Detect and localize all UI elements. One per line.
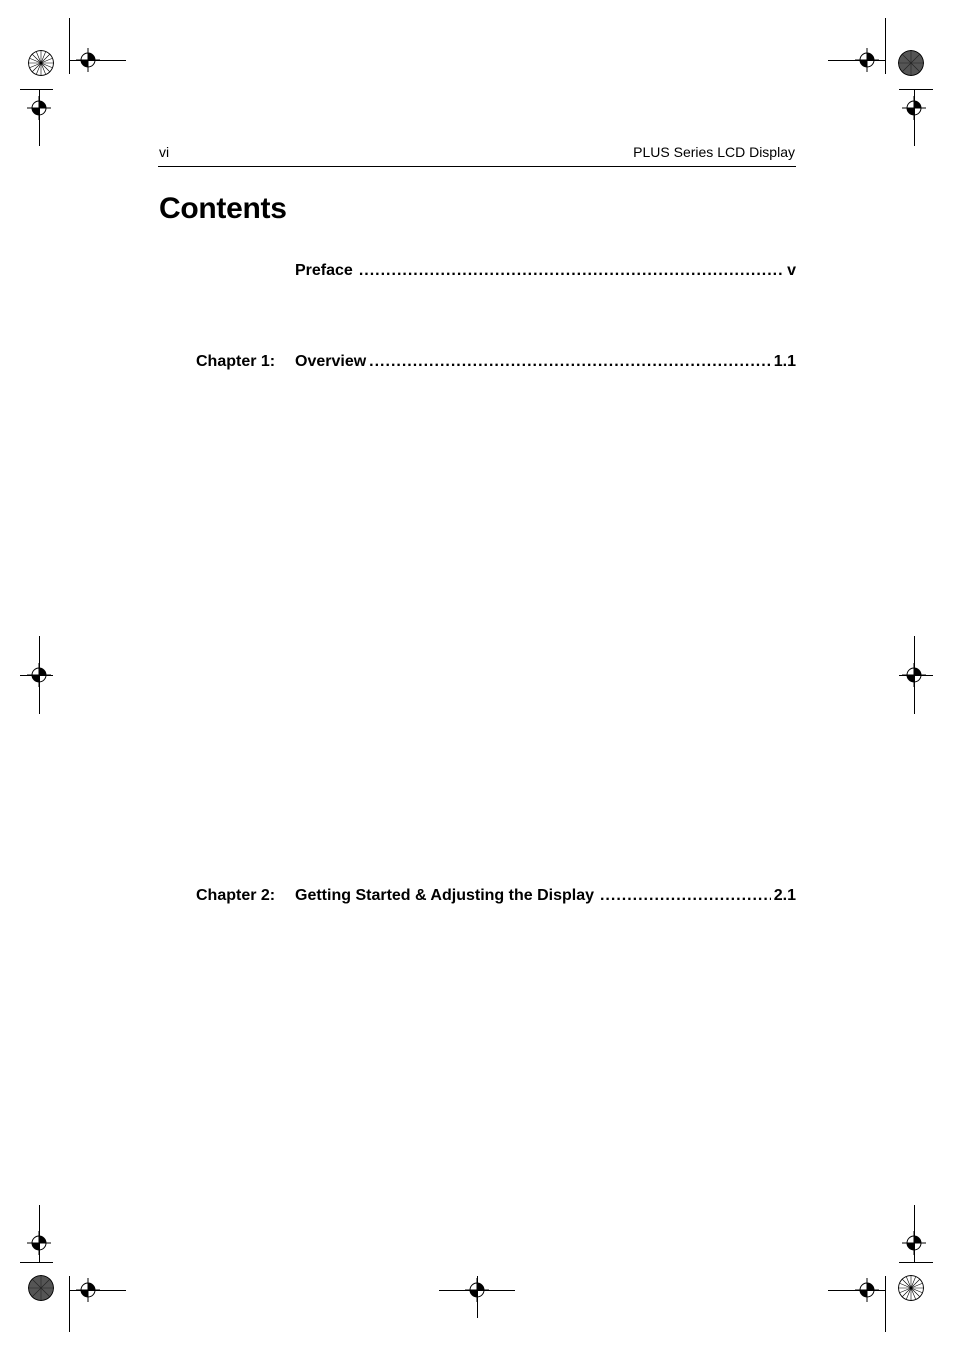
page-title: Contents: [159, 192, 287, 225]
registration-target-icon: [855, 1278, 879, 1302]
running-header: [158, 142, 796, 167]
dot-leader: [359, 262, 784, 280]
toc-title: Overview: [295, 353, 367, 370]
registration-target-icon: [902, 663, 926, 687]
color-bar-starburst-icon: [28, 1275, 54, 1301]
registration-target-icon: [27, 1231, 51, 1255]
dot-leader: [600, 887, 771, 905]
registration-target-icon: [27, 663, 51, 687]
registration-target-icon: [76, 48, 100, 72]
page-number: vi: [159, 144, 170, 160]
toc-page-number: 2.1: [773, 887, 796, 904]
book-title: PLUS Series LCD Display: [633, 144, 795, 160]
registration-target-icon: [27, 96, 51, 120]
registration-target-icon: [902, 96, 926, 120]
toc-chapter-label: Chapter 1:: [196, 353, 276, 370]
toc-chapter-label: Chapter 2:: [196, 887, 276, 904]
toc-entry-chapter-1[interactable]: [196, 353, 796, 375]
registration-target-icon: [76, 1278, 100, 1302]
registration-target-icon: [855, 48, 879, 72]
toc-title: Preface: [295, 262, 353, 279]
toc-page-number: 1.1: [773, 353, 796, 370]
registration-target-icon: [465, 1278, 489, 1302]
color-bar-starburst-icon: [898, 50, 924, 76]
dot-leader: [369, 353, 771, 371]
toc-title: Getting Started & Adjusting the Display: [295, 887, 594, 904]
registration-target-icon: [902, 1231, 926, 1255]
toc-entry-preface[interactable]: [196, 262, 796, 284]
color-bar-starburst-icon: [898, 1275, 924, 1301]
toc-entry-chapter-2[interactable]: [196, 887, 796, 909]
color-bar-starburst-icon: [28, 50, 54, 76]
toc-page-number: v: [787, 262, 796, 279]
